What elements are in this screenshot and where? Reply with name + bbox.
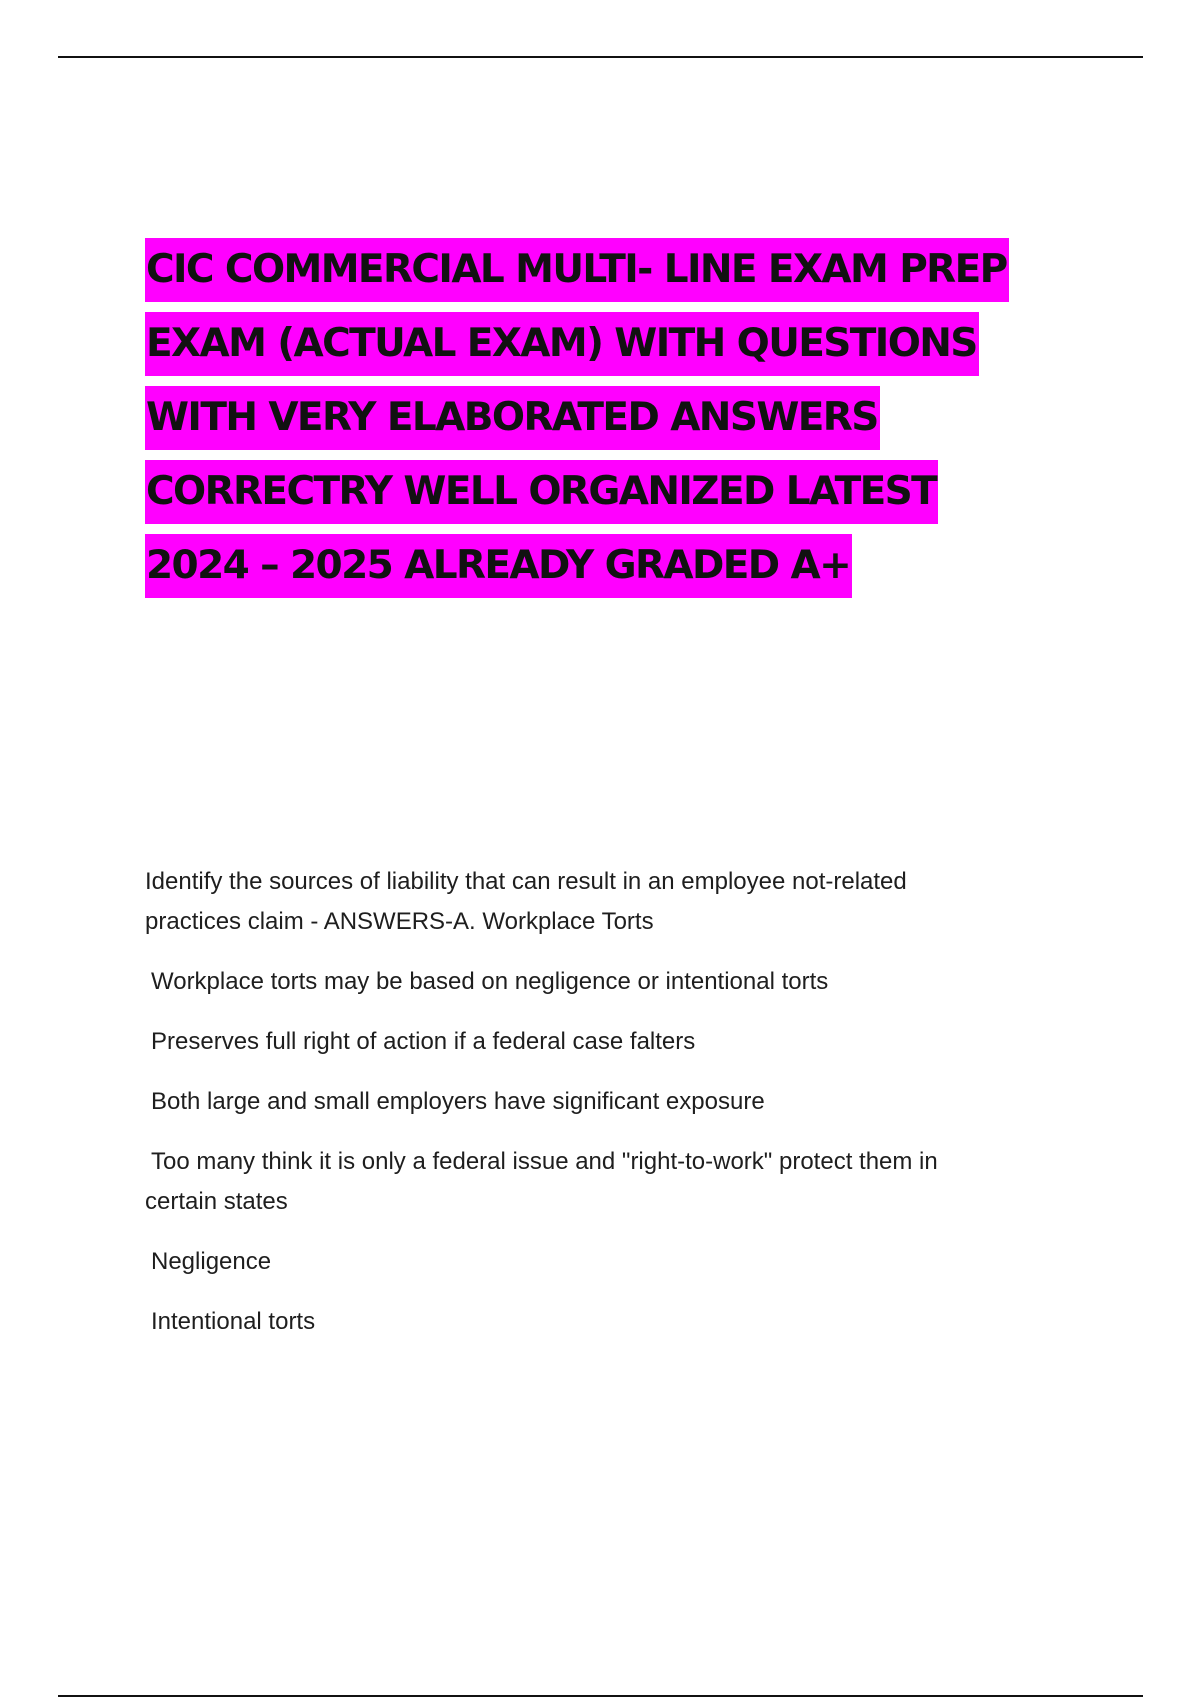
bottom-rule: [58, 1695, 1143, 1697]
answer-item-4-line-2: certain states: [145, 1188, 288, 1215]
title-line-5-text: 2024 – 2025 ALREADY GRADED A+: [145, 534, 852, 598]
title-line-1-text: CIC COMMERCIAL MULTI- LINE EXAM PREP: [145, 238, 1009, 302]
document-title: [145, 238, 1105, 608]
question-line-2: practices claim - ANSWERS-A. Workplace Torts: [145, 908, 654, 935]
title-line-2-text: EXAM (ACTUAL EXAM) WITH QUESTIONS: [145, 312, 979, 376]
top-rule: [58, 56, 1143, 58]
title-line-2: [145, 312, 1105, 376]
answer-item-2: Preserves full right of action if a federal case falters: [151, 1028, 696, 1055]
answer-item-1: Workplace torts may be based on negligence or intentional torts: [151, 968, 829, 995]
question-paragraph: [145, 862, 1045, 942]
answer-item-5: Negligence: [151, 1248, 272, 1275]
answer-item-4-line-1: Too many think it is only a federal issue and "right-to-work" protect them in: [151, 1148, 938, 1175]
title-line-3-text: WITH VERY ELABORATED ANSWERS: [145, 386, 880, 450]
answer-item-3: Both large and small employers have significant exposure: [151, 1088, 765, 1115]
answer-item-4: [145, 1142, 1045, 1222]
title-line-4-text: CORRECTRY WELL ORGANIZED LATEST: [145, 460, 938, 524]
title-line-3: [145, 386, 1105, 450]
answer-item-6: Intentional torts: [151, 1308, 316, 1335]
title-line-4: [145, 460, 1105, 524]
question-line-1: Identify the sources of liability that can result in an employee not-related: [145, 868, 907, 895]
question-answer-section: [145, 862, 1045, 1362]
title-line-1: [145, 238, 1105, 302]
title-line-5: [145, 534, 1105, 598]
